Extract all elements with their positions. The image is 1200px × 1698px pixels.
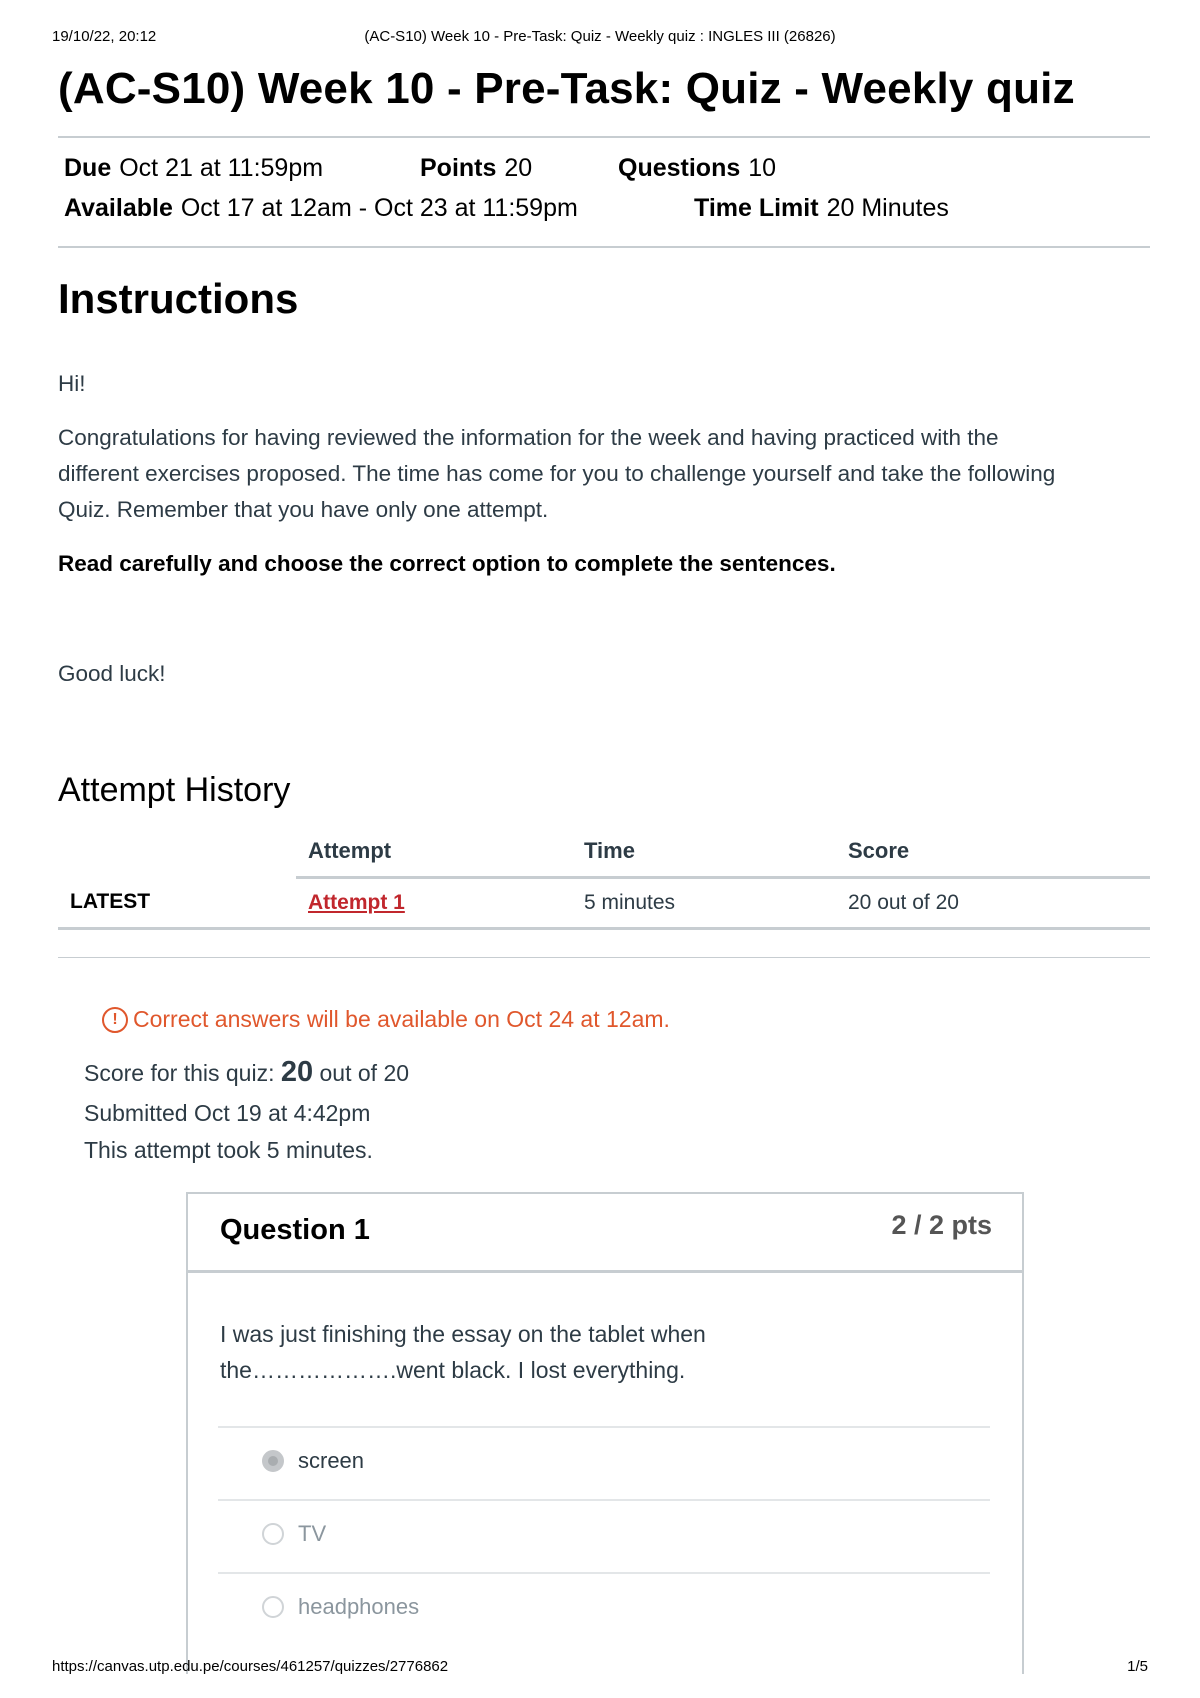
question-text-line-2: the……………….went black. I lost everything. bbox=[220, 1357, 686, 1383]
question-card bbox=[186, 1192, 1024, 1674]
score-cell: 20 out of 20 bbox=[836, 878, 1150, 929]
divider bbox=[58, 246, 1150, 248]
time-limit-value: 20 Minutes bbox=[826, 194, 949, 222]
quiz-score bbox=[84, 1056, 409, 1089]
column-header-blank bbox=[58, 826, 296, 878]
attempt-cell bbox=[296, 878, 572, 929]
column-header-time: Time bbox=[572, 826, 836, 878]
attempt-history-table bbox=[58, 826, 1150, 930]
instructions-greeting: Hi! bbox=[58, 371, 86, 396]
column-header-attempt: Attempt bbox=[296, 826, 572, 878]
quiz-details bbox=[58, 138, 1150, 246]
radio-selected-icon[interactable] bbox=[262, 1450, 284, 1472]
instructions-bold-line: Read carefully and choose the correct option to complete the sentences. bbox=[58, 551, 836, 576]
due-label: Due bbox=[64, 154, 112, 182]
questions-value: 10 bbox=[748, 154, 777, 182]
print-header bbox=[52, 28, 1148, 48]
instructions-paragraph-line-1: Congratulations for having reviewed the information for the week and having practiced with the bbox=[58, 425, 999, 450]
question-title: Question 1 bbox=[220, 1214, 370, 1246]
points-detail bbox=[420, 154, 532, 183]
table-header-row bbox=[58, 826, 1150, 878]
alert-circle-icon: ! bbox=[102, 1007, 128, 1033]
question-text-line-1: I was just finishing the essay on the tablet when bbox=[220, 1321, 706, 1347]
answer-label: TV bbox=[298, 1521, 327, 1546]
page-number: 1/5 bbox=[1127, 1658, 1148, 1675]
radio-unselected-icon[interactable] bbox=[262, 1523, 284, 1545]
answer-label: screen bbox=[298, 1448, 365, 1473]
points-value: 20 bbox=[504, 154, 533, 182]
print-footer bbox=[52, 1658, 1148, 1678]
questions-detail bbox=[618, 154, 776, 183]
score-prefix: Score for this quiz: bbox=[84, 1060, 275, 1086]
answer-label: headphones bbox=[298, 1594, 420, 1619]
answer-option[interactable] bbox=[218, 1499, 990, 1572]
latest-tag: LATEST bbox=[58, 878, 296, 929]
score-value: 20 bbox=[280, 1056, 314, 1088]
instructions-paragraph-line-2: different exercises proposed. The time has come for you to challenge yourself and take the following bbox=[58, 461, 1056, 486]
instructions-heading: Instructions bbox=[58, 275, 299, 322]
notice-text: Correct answers will be available on Oct 24 at 12am. bbox=[133, 1006, 670, 1032]
page-title: (AC-S10) Week 10 - Pre-Task: Quiz - Weekly quiz bbox=[58, 64, 1075, 113]
points-label: Points bbox=[420, 154, 497, 182]
submitted-text: Submitted Oct 19 at 4:42pm bbox=[84, 1100, 371, 1126]
duration-text: This attempt took 5 minutes. bbox=[84, 1137, 373, 1163]
print-url: https://canvas.utp.edu.pe/courses/461257/quizzes/2776862 bbox=[52, 1658, 449, 1675]
table-row bbox=[58, 878, 1150, 929]
available-label: Available bbox=[64, 194, 173, 222]
questions-label: Questions bbox=[618, 154, 741, 182]
score-suffix: out of 20 bbox=[319, 1060, 410, 1086]
question-header bbox=[188, 1194, 1022, 1273]
instructions-closing: Good luck! bbox=[58, 661, 166, 686]
question-text bbox=[220, 1316, 780, 1388]
available-detail bbox=[64, 194, 578, 223]
radio-unselected-icon[interactable] bbox=[262, 1596, 284, 1618]
print-title: (AC-S10) Week 10 - Pre-Task: Quiz - Weekly quiz : INGLES III (26826) bbox=[364, 28, 836, 45]
print-date: 19/10/22, 20:12 bbox=[52, 28, 157, 45]
due-detail bbox=[64, 154, 323, 183]
question-points: 2 / 2 pts bbox=[891, 1210, 992, 1240]
divider bbox=[58, 957, 1150, 958]
attempt-link[interactable]: Attempt 1 bbox=[308, 891, 405, 914]
quiz-content bbox=[58, 56, 1150, 1619]
answer-list bbox=[218, 1426, 990, 1645]
answer-option[interactable] bbox=[218, 1426, 990, 1499]
time-cell: 5 minutes bbox=[572, 878, 836, 929]
due-value: Oct 21 at 11:59pm bbox=[119, 154, 324, 182]
column-header-score: Score bbox=[836, 826, 1150, 878]
time-limit-detail bbox=[694, 194, 949, 223]
available-value: Oct 17 at 12am - Oct 23 at 11:59pm bbox=[180, 194, 578, 222]
time-limit-label: Time Limit bbox=[694, 194, 819, 222]
correct-answers-notice bbox=[102, 1006, 670, 1033]
attempt-history-heading: Attempt History bbox=[58, 771, 291, 809]
answer-option[interactable] bbox=[218, 1572, 990, 1645]
instructions-paragraph-line-3: Quiz. Remember that you have only one attempt. bbox=[58, 497, 549, 522]
